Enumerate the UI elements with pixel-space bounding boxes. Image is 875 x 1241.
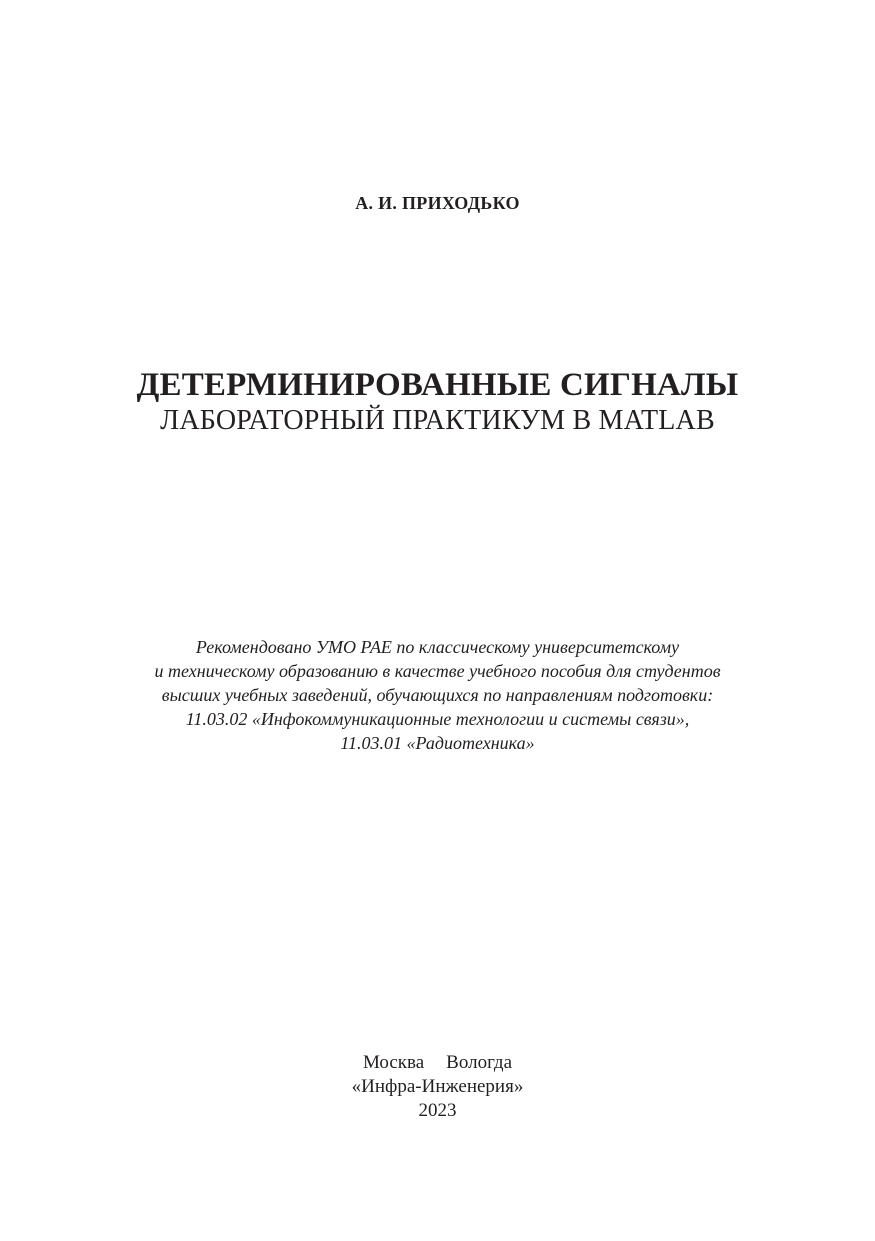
publication-year: 2023 (418, 1100, 457, 1121)
publisher-name: «Инфра-Инженерия» (351, 1076, 524, 1097)
city-vologda: Вологда (446, 1052, 513, 1073)
publication-cities (0, 1051, 875, 1075)
recommendation-note (0, 635, 875, 755)
title-block (0, 366, 875, 438)
city-moscow: Москва (362, 1052, 425, 1073)
recommendation-line: Рекомендовано УМО РАЕ по классическому университетскому (195, 637, 680, 657)
recommendation-line: высших учебных заведений, обучающихся по направлениям подготовки: (161, 685, 714, 705)
book-subtitle: ЛАБОРАТОРНЫЙ ПРАКТИКУМ В MATLAB (160, 405, 715, 436)
recommendation-line: 11.03.02 «Инфокоммуникационные технологии и системы связи», (185, 709, 690, 729)
recommendation-line: и техническому образованию в качестве учебного пособия для студентов (154, 661, 721, 681)
author-name: А. И. ПРИХОДЬКО (355, 193, 520, 213)
book-title: ДЕТЕРМИНИРОВАННЫЕ СИГНАЛЫ (136, 367, 739, 403)
imprint (0, 1051, 875, 1123)
recommendation-line: 11.03.01 «Радиотехника» (340, 733, 535, 753)
